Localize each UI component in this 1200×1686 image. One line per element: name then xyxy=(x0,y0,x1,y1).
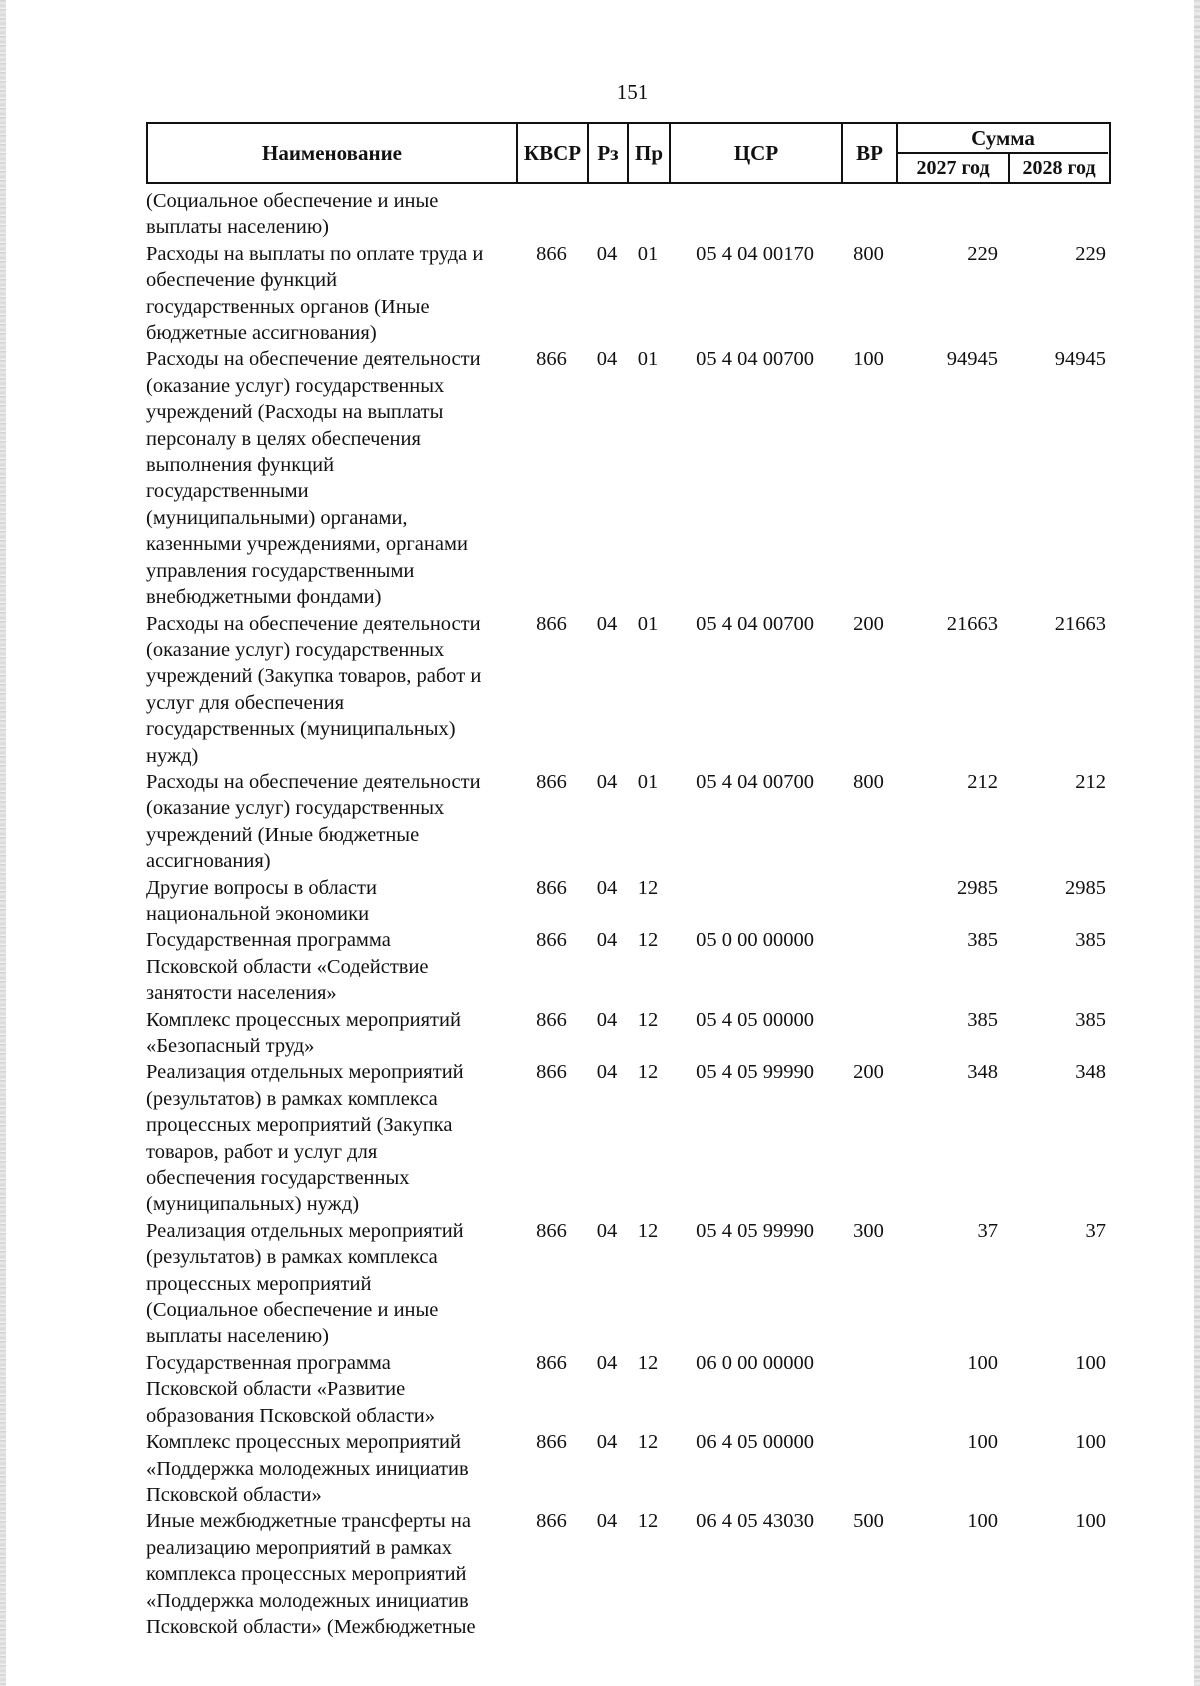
cell-rz: 04 xyxy=(596,876,618,899)
cell-vr: 300 xyxy=(853,1219,884,1242)
cell-name: Государственная программа Псковской области «Развитие образования Псковской области» xyxy=(146,1351,436,1427)
cell-kvsr: 866 xyxy=(536,1061,567,1084)
table-row xyxy=(146,927,1111,1006)
header-summa: Сумма xyxy=(898,124,1108,154)
cell-kvsr: 866 xyxy=(536,770,567,793)
cell-name: Комплекс процессных мероприятий «Безопасный труд» xyxy=(146,1008,461,1057)
cell-2028: 94945 xyxy=(1054,348,1106,371)
cell-pr: 12 xyxy=(637,876,659,899)
cell-vr: 100 xyxy=(853,348,884,371)
cell-vr: 200 xyxy=(853,612,884,635)
cell-csr: 05 4 05 00000 xyxy=(696,1008,814,1031)
cell-rz: 04 xyxy=(596,1431,618,1454)
cell-kvsr: 866 xyxy=(536,1510,567,1533)
header-rz: Рз xyxy=(589,124,629,182)
cell-pr: 12 xyxy=(637,1431,659,1454)
cell-name: Комплекс процессных мероприятий «Поддержка молодежных инициатив Псковской области» xyxy=(146,1431,469,1506)
cell-rz: 04 xyxy=(596,1008,618,1031)
cell-2028: 100 xyxy=(1075,1510,1106,1533)
table-row xyxy=(146,1059,1111,1217)
scan-edge-left xyxy=(0,0,6,1686)
cell-name: Расходы на обеспечение деятельности (оказание услуг) государственных учреждений (Иные бюджетные ассигнования) xyxy=(146,770,481,873)
cell-rz: 04 xyxy=(596,1351,618,1374)
cell-pr: 01 xyxy=(637,770,659,793)
cell-vr: 500 xyxy=(853,1510,884,1533)
cell-2027: 385 xyxy=(967,1008,998,1031)
table-row xyxy=(146,1429,1111,1508)
cell-kvsr: 866 xyxy=(536,929,567,952)
table-row xyxy=(146,769,1111,875)
cell-2028: 100 xyxy=(1075,1431,1106,1454)
table-row xyxy=(146,1007,1111,1060)
cell-2028: 37 xyxy=(1085,1219,1106,1242)
cell-name: Государственная программа Псковской области «Содействие занятости населения» xyxy=(146,929,429,1005)
cell-2027: 37 xyxy=(977,1219,998,1242)
header-csr: ЦСР xyxy=(671,124,843,182)
cell-pr: 12 xyxy=(637,929,659,952)
cell-name: (Социальное обеспечение и иные выплаты населению) xyxy=(146,190,439,239)
cell-rz: 04 xyxy=(596,1510,618,1533)
cell-2027: 229 xyxy=(967,242,998,265)
cell-csr: 05 4 04 00700 xyxy=(696,612,814,635)
cell-2028: 348 xyxy=(1075,1061,1106,1084)
cell-2027: 100 xyxy=(967,1510,998,1533)
cell-vr: 800 xyxy=(853,770,884,793)
table-row xyxy=(146,188,1111,241)
cell-rz: 04 xyxy=(596,612,618,635)
cell-kvsr: 866 xyxy=(536,1008,567,1031)
cell-2028: 229 xyxy=(1075,242,1106,265)
cell-csr: 06 0 00 00000 xyxy=(696,1351,814,1374)
cell-rz: 04 xyxy=(596,1061,618,1084)
page-number: 151 xyxy=(616,80,649,104)
table-row xyxy=(146,346,1111,610)
cell-2028: 212 xyxy=(1075,770,1106,793)
table-body xyxy=(146,188,1111,1640)
cell-pr: 12 xyxy=(637,1351,659,1374)
cell-2028: 2985 xyxy=(1065,876,1106,899)
cell-2028: 100 xyxy=(1075,1351,1106,1374)
cell-pr: 12 xyxy=(637,1510,659,1533)
table-row xyxy=(146,1218,1111,1350)
table-row xyxy=(146,875,1111,928)
cell-kvsr: 866 xyxy=(536,876,567,899)
cell-csr: 05 4 04 00700 xyxy=(696,770,814,793)
cell-2027: 348 xyxy=(967,1061,998,1084)
cell-name: Расходы на выплаты по оплате труда и обеспечение функций государственных органов (Иные бюджетные ассигнования) xyxy=(146,242,484,345)
cell-pr: 01 xyxy=(637,612,659,635)
header-pr: Пр xyxy=(629,124,671,182)
cell-kvsr: 866 xyxy=(536,1431,567,1454)
cell-2028: 21663 xyxy=(1054,612,1106,635)
cell-name: Реализация отдельных мероприятий (результатов) в рамках комплекса процессных мероприятий (Закупка товаров, работ и услуг для обеспечения государственных (муниципальных) нужд) xyxy=(146,1061,464,1216)
cell-2027: 2985 xyxy=(957,876,998,899)
table-header xyxy=(146,122,1111,184)
cell-vr: 800 xyxy=(853,242,884,265)
cell-csr: 06 4 05 43030 xyxy=(696,1510,814,1533)
header-kvsr: КВСР xyxy=(518,124,589,182)
cell-csr: 06 4 05 00000 xyxy=(696,1431,814,1454)
cell-kvsr: 866 xyxy=(536,1351,567,1374)
cell-kvsr: 866 xyxy=(536,348,567,371)
cell-kvsr: 866 xyxy=(536,1219,567,1242)
cell-2028: 385 xyxy=(1075,929,1106,952)
cell-2027: 100 xyxy=(967,1351,998,1374)
cell-2027: 100 xyxy=(967,1431,998,1454)
table-row xyxy=(146,241,1111,347)
cell-kvsr: 866 xyxy=(536,242,567,265)
table-row xyxy=(146,1350,1111,1429)
cell-name: Другие вопросы в области национальной экономики xyxy=(146,876,377,925)
cell-2027: 212 xyxy=(967,770,998,793)
scan-edge-right xyxy=(1194,0,1200,1686)
cell-rz: 04 xyxy=(596,1219,618,1242)
cell-rz: 04 xyxy=(596,348,618,371)
cell-name: Расходы на обеспечение деятельности (оказание услуг) государственных учреждений (Закупка товаров, работ и услуг для обеспечения государственных (муниципальных) нужд) xyxy=(146,612,482,767)
cell-csr: 05 4 05 99990 xyxy=(696,1061,814,1084)
cell-name: Иные межбюджетные трансферты на реализацию мероприятий в рамках комплекса процессных мероприятий «Поддержка молодежных инициатив Псковской области» (Межбюджетные xyxy=(146,1510,476,1638)
header-vr: ВР xyxy=(843,124,898,182)
cell-kvsr: 866 xyxy=(536,612,567,635)
cell-pr: 01 xyxy=(637,348,659,371)
cell-pr: 01 xyxy=(637,242,659,265)
cell-rz: 04 xyxy=(596,929,618,952)
cell-csr: 05 4 04 00170 xyxy=(696,242,814,265)
cell-2028: 385 xyxy=(1075,1008,1106,1031)
cell-rz: 04 xyxy=(596,242,618,265)
cell-name: Расходы на обеспечение деятельности (оказание услуг) государственных учреждений (Расходы на выплаты персоналу в целях обеспечения выполнения функций государственными (муниципальными) органами, казенными учреждениями, органами управления государственными внебюджетными фондами) xyxy=(146,348,481,609)
cell-pr: 12 xyxy=(637,1008,659,1031)
header-name: Наименование xyxy=(148,124,518,182)
cell-csr: 05 4 05 99990 xyxy=(696,1219,814,1242)
cell-2027: 385 xyxy=(967,929,998,952)
cell-csr: 05 4 04 00700 xyxy=(696,348,814,371)
cell-vr: 200 xyxy=(853,1061,884,1084)
table-row xyxy=(146,611,1111,769)
cell-rz: 04 xyxy=(596,770,618,793)
header-summa-group xyxy=(898,124,1108,182)
header-year-2028: 2028 год xyxy=(1022,156,1096,179)
cell-pr: 12 xyxy=(637,1061,659,1084)
cell-pr: 12 xyxy=(637,1219,659,1242)
cell-2027: 94945 xyxy=(946,348,998,371)
header-year-2027: 2027 год xyxy=(898,154,1010,182)
cell-csr: 05 0 00 00000 xyxy=(696,929,814,952)
cell-name: Реализация отдельных мероприятий (результатов) в рамках комплекса процессных мероприятий (Социальное обеспечение и иные выплаты населению) xyxy=(146,1219,464,1348)
cell-2027: 21663 xyxy=(946,612,998,635)
table-row xyxy=(146,1508,1111,1640)
